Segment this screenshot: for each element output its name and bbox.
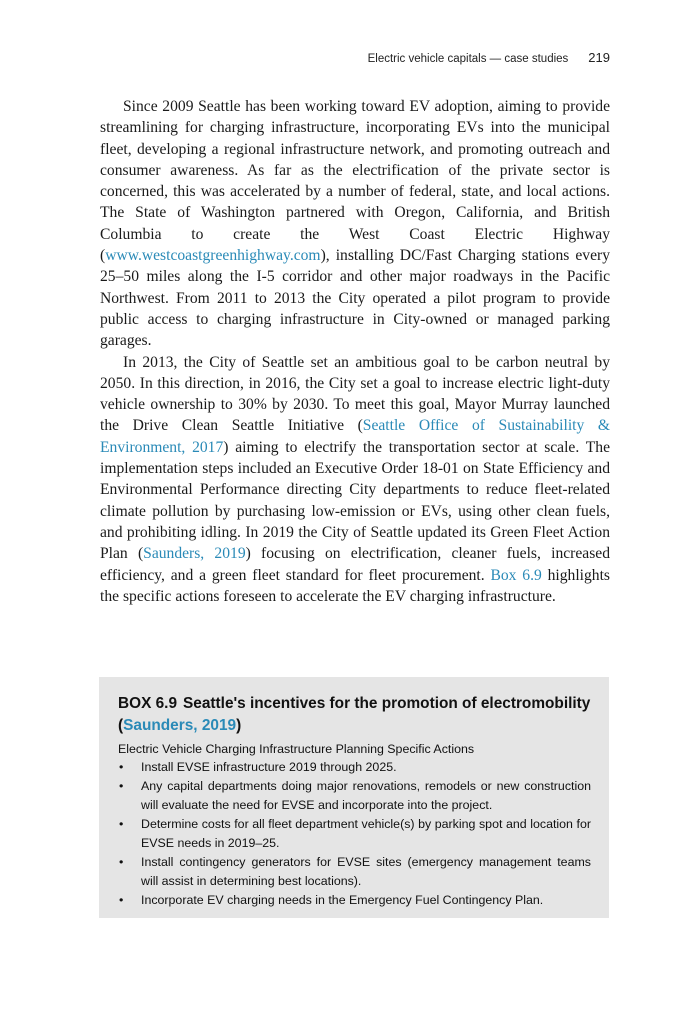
running-header	[368, 50, 610, 65]
box-list-item	[118, 758, 591, 777]
paragraph-2-text-c: ) focusing on electrification, cleaner fuels, increased efficiency, and a green fleet standard for fleet procurement.	[100, 545, 610, 584]
bullet-icon: •	[119, 760, 124, 774]
box-subtitle: Electric Vehicle Charging Infrastructure Planning Specific Actions	[118, 742, 475, 756]
box-list	[118, 758, 591, 910]
box-list-item	[118, 891, 591, 910]
page-number: 219	[588, 50, 610, 65]
box-list-item	[118, 777, 591, 815]
running-title: Electric vehicle capitals — case studies	[367, 53, 569, 65]
paragraph-2-text-d: highlights the specific actions foreseen to accelerate the EV charging infrastructure.	[100, 566, 610, 605]
bullet-icon: •	[119, 817, 124, 831]
saunders-citation-link[interactable]: Saunders, 2019	[143, 545, 246, 563]
bullet-icon: •	[119, 779, 124, 793]
box-title-citation-link[interactable]: Saunders, 2019	[123, 717, 237, 734]
box-title-end: )	[236, 717, 242, 734]
paragraph-1-text-a: Since 2009 Seattle has been working toward EV adoption, aiming to provide streamlining for charging infrastructure, incorporating EVs into the municipal fleet, developing a regional infrastructure network, and promoting outreach and consumer awareness. As far as the electrification of the private sector is concerned, this was accelerated by a number of federal, state, and local actions. The State of Washington partnered with Oregon, California, and British Columbia to create the West Coast Electric Highway (	[100, 98, 610, 265]
bullet-icon: •	[119, 855, 124, 869]
box-list-item	[118, 815, 591, 853]
box-reference-link[interactable]: Box 6.9	[490, 566, 542, 584]
paragraph-2-text-b: ) aiming to electrify the transportation sector at scale. The implementation steps included an Executive Order 18-01 on State Efficiency and Environmental Performance directing City departments to reduce fleet-related climate pollution by purchasing low-emission or EVs, using other clean fuels, and prohibiting idling. In 2019 the City of Seattle updated its Green Fleet Action Plan (	[100, 438, 610, 563]
sidebar-box	[99, 677, 609, 918]
box-list-item-text: Install EVSE infrastructure 2019 through 2025.	[141, 760, 397, 774]
paragraph-2-text-a: In 2013, the City of Seattle set an ambitious goal to be carbon neutral by 2050. In this direction, in 2016, the City set a goal to increase electric light-duty vehicle ownership to 30% by 2030. To meet this goal, Mayor Murray launched the Drive Clean Seattle Initiative (	[100, 353, 610, 435]
box-label: BOX 6.9	[118, 695, 178, 712]
bullet-icon: •	[119, 893, 124, 907]
box-title-text: Seattle's incentives for the promotion of electromobility (	[118, 695, 591, 734]
seattle-office-citation-link[interactable]: Seattle Office of Sustainability & Environment, 2017	[100, 417, 611, 456]
box-list-item-text: Any capital departments doing major renovations, remodels or new construction will evaluate the need for EVSE and incorporate into the project.	[141, 779, 591, 812]
paragraph-2	[100, 352, 610, 608]
paragraph-1-text-b: ), installing DC/Fast Charging stations every 25–50 miles along the I-5 corridor and other major roadways in the Pacific Northwest. From 2011 to 2013 the City operated a pilot program to provide public access to charging infrastructure in City-owned or managed parking garages.	[100, 247, 610, 350]
box-title	[118, 693, 591, 737]
west-coast-highway-link[interactable]: www.westcoastgreenhighway.com	[105, 247, 321, 265]
paragraph-1	[100, 96, 610, 352]
box-list-item-text: Incorporate EV charging needs in the Emergency Fuel Contingency Plan.	[141, 893, 544, 907]
body-text	[100, 96, 610, 607]
box-list-item-text: Install contingency generators for EVSE sites (emergency management teams will assist in determining best locations).	[141, 855, 591, 888]
box-list-item	[118, 853, 591, 891]
box-list-item-text: Determine costs for all fleet department vehicle(s) by parking spot and location for EVSE needs in 2019–25.	[141, 817, 591, 850]
